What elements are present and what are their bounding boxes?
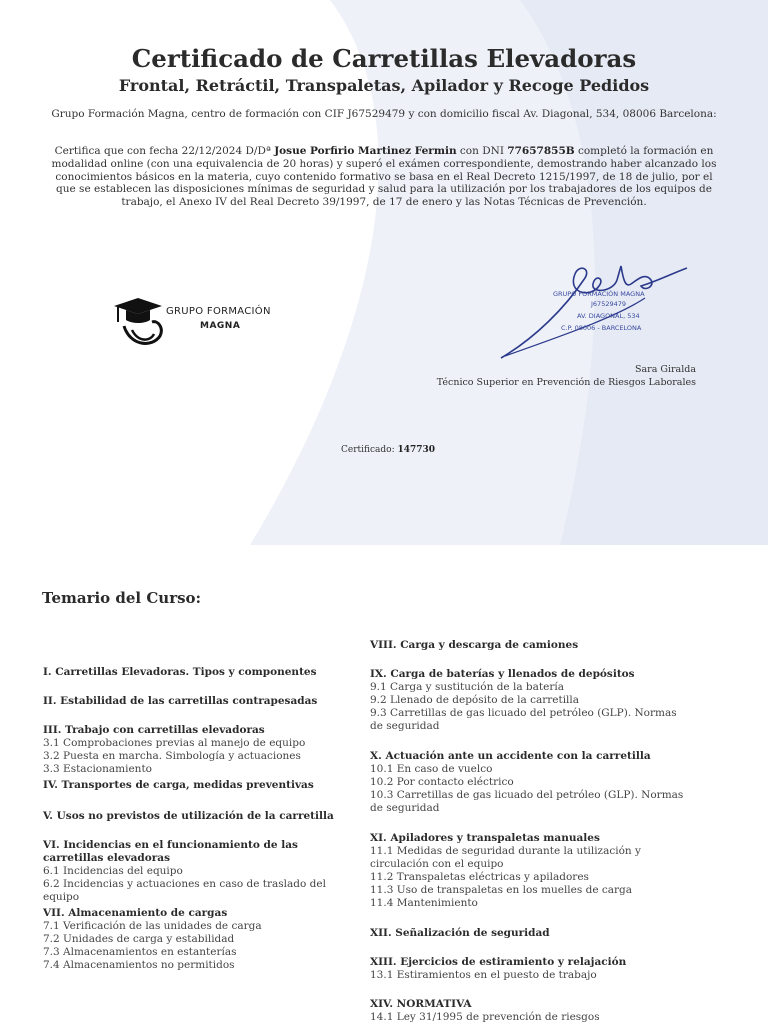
- section-title: V. Usos no previstos de utilización de la carretilla: [43, 810, 334, 822]
- signer-name: Sara Giralda: [634, 364, 696, 375]
- section-title: XI. Apiladores y transpaletas manuales: [370, 832, 600, 844]
- logo-text-group: GRUPO FORMACIÓN: [166, 306, 271, 317]
- syllabus-section: [43, 666, 353, 679]
- section-title: VII. Almacenamiento de cargas: [43, 907, 228, 919]
- section-item: 7.1 Verificación de las unidades de carga: [43, 920, 262, 932]
- section-title: III. Trabajo con carretillas elevadoras: [43, 724, 265, 736]
- section-title: I. Carretillas Elevadoras. Tipos y componentes: [43, 666, 317, 678]
- syllabus-section: [370, 927, 690, 940]
- syllabus-section: [43, 810, 353, 823]
- syllabus-section: [43, 724, 353, 776]
- section-title: XIII. Ejercicios de estiramiento y relajación: [370, 956, 627, 968]
- certificate-subtitle: Frontal, Retráctil, Transpaletas, Apilador y Recoge Pedidos: [118, 76, 650, 95]
- syllabus-section: [43, 839, 353, 904]
- section-item: 6.1 Incidencias del equipo: [43, 865, 183, 877]
- section-item: 11.2 Transpaletas eléctricas y apiladores: [370, 871, 589, 883]
- section-title: X. Actuación ante un accidente con la carretilla: [370, 750, 651, 762]
- body-suffix: completó la formación en modalidad online (con una equivalencia de 20 horas) y superó el exámen correspondiente, demostrando haber alcanzado los conocimientos básicos en la materia, cuyo contenido formativo se basa en el Real Decreto 1215/1997, de 18 de julio, por el que se establecen las disposiciones mínimas de seguridad y salud para la utilización por los trabajadores de los equipos de trabajo, el Anexo IV del Real Decreto 39/1997, de 17 de enero y las Notas Técnicas de Prevención.: [51, 145, 717, 209]
- cert-number-label: Certificado:: [341, 445, 398, 455]
- syllabus-section: [370, 639, 690, 652]
- syllabus-section: [370, 956, 690, 982]
- section-item: 11.4 Mantenimiento: [370, 897, 478, 909]
- issuer-statement: Grupo Formación Magna, centro de formación con CIF J67529479 y con domicilio fiscal Av. Diagonal, 534, 08006 Barcelona:: [51, 108, 717, 120]
- syllabus-section: [370, 668, 690, 733]
- signature-stamp-icon: [495, 258, 695, 366]
- logo-text-magna: MAGNA: [200, 321, 241, 331]
- syllabus-section: [43, 907, 353, 972]
- section-item: 7.4 Almacenamientos no permitidos: [43, 959, 235, 971]
- signer-role: Técnico Superior en Prevención de Riesgos Laborales: [436, 377, 696, 388]
- section-title: II. Estabilidad de las carretillas contrapesadas: [43, 695, 318, 707]
- section-item: 6.2 Incidencias y actuaciones en caso de traslado del equipo: [43, 878, 326, 903]
- section-item: 13.1 Estiramientos en el puesto de trabajo: [370, 969, 597, 981]
- section-title: XII. Señalización de seguridad: [370, 927, 550, 939]
- section-item: 7.2 Unidades de carga y estabilidad: [43, 933, 235, 945]
- section-item: 10.3 Carretillas de gas licuado del petróleo (GLP). Normas de seguridad: [370, 789, 684, 814]
- section-item: 9.3 Carretillas de gas licuado del petróleo (GLP). Normas de seguridad: [370, 707, 677, 732]
- section-title: IX. Carga de baterías y llenados de depósitos: [370, 668, 635, 680]
- syllabus-title: Temario del Curso:: [42, 589, 202, 607]
- section-item: 11.3 Uso de transpaletas en los muelles de carga: [370, 884, 633, 896]
- section-item: 11.1 Medidas de seguridad durante la utilización y circulación con el equipo: [370, 845, 641, 870]
- certificate-title: Certificado de Carretillas Elevadoras: [131, 44, 637, 73]
- stamp-line-1: GRUPO FORMACIÓN MAGNA: [553, 290, 645, 298]
- section-title: VIII. Carga y descarga de camiones: [370, 639, 579, 651]
- section-title: XIV. NORMATIVA: [370, 998, 472, 1010]
- section-title: VI. Incidencias en el funcionamiento de las carretillas elevadoras: [43, 839, 298, 864]
- section-item: 10.2 Por contacto eléctrico: [370, 776, 514, 788]
- syllabus-section: [370, 750, 690, 815]
- section-item: 10.1 En caso de vuelco: [370, 763, 493, 775]
- certification-text: [48, 145, 720, 209]
- syllabus-section: [370, 998, 690, 1024]
- section-item: 14.1 Ley 31/1995 de prevención de riesgos: [370, 1011, 600, 1023]
- section-item: 3.1 Comprobaciones previas al manejo de equipo: [43, 737, 306, 749]
- stamp-line-3: AV. DIAGONAL, 534: [577, 312, 640, 320]
- stamp-line-2: J67529479: [591, 300, 627, 308]
- syllabus-section: [43, 695, 353, 708]
- body-prefix: Certifica que con fecha 22/12/2024 D/Dª: [54, 145, 275, 157]
- syllabus-section: [43, 779, 353, 792]
- section-item: 7.3 Almacenamientos en estanterías: [43, 946, 237, 958]
- section-item: 9.2 Llenado de depósito de la carretilla: [370, 694, 580, 706]
- syllabus-section: [370, 832, 690, 910]
- section-title: IV. Transportes de carga, medidas preventivas: [43, 779, 314, 791]
- section-item: 9.1 Carga y sustitución de la batería: [370, 681, 564, 693]
- student-dni: 77657855B: [507, 145, 575, 157]
- body-mid: con DNI: [456, 145, 508, 157]
- certificate-number: [341, 445, 435, 455]
- student-name: Josue Porfirio Martinez Fermin: [274, 145, 457, 157]
- stamp-line-4: C.P. 08006 - BARCELONA: [561, 324, 642, 332]
- section-item: 3.3 Estacionamiento: [43, 763, 152, 775]
- cert-number-value: 147730: [397, 445, 436, 455]
- section-item: 3.2 Puesta en marcha. Simbología y actuaciones: [43, 750, 301, 762]
